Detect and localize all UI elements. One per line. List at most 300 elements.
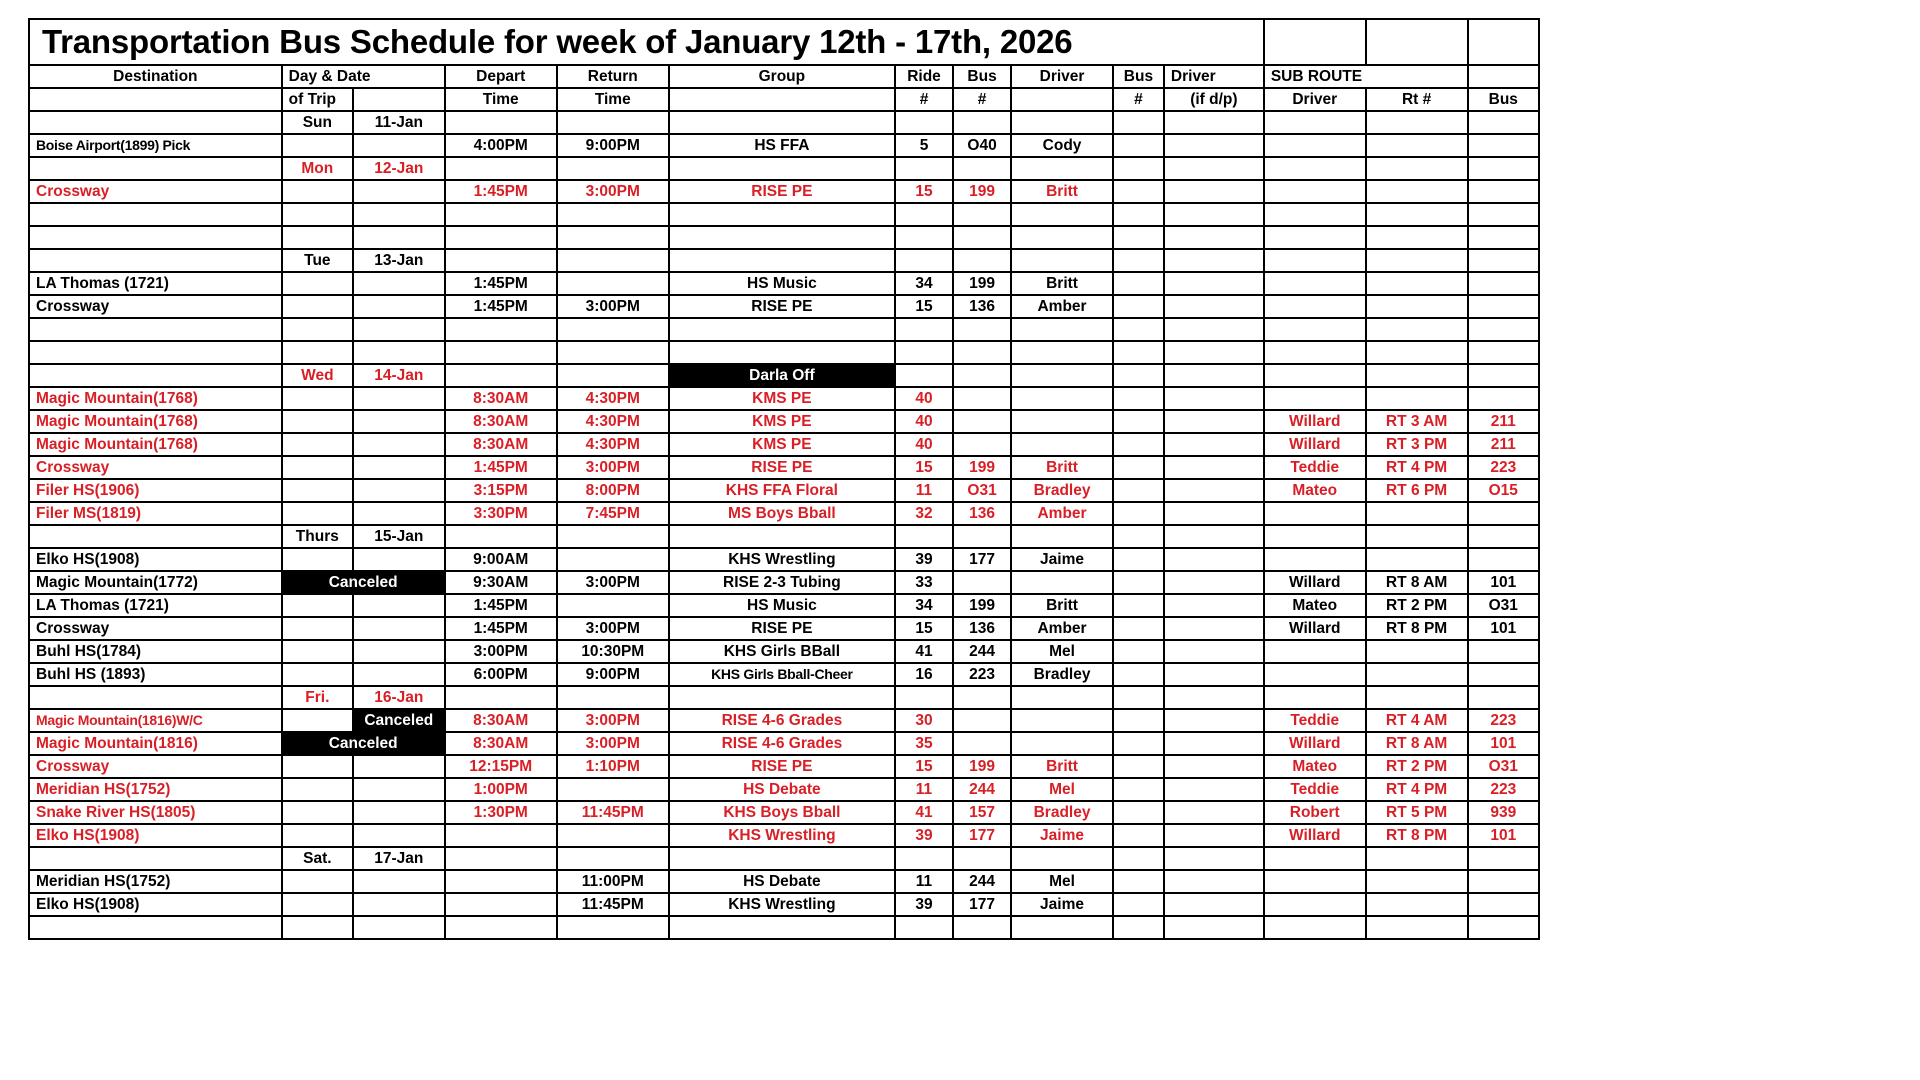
- cell-depart: 8:30AM: [445, 709, 557, 732]
- cell-driver-2: [1164, 456, 1264, 479]
- cell-sub-rt: [1366, 916, 1468, 939]
- cell-bus-2: [1113, 893, 1164, 916]
- table-row: [29, 778, 1539, 801]
- header-bus-2: Bus: [1113, 65, 1164, 88]
- table-row: [29, 709, 1539, 732]
- cell-sub-rt: [1366, 157, 1468, 180]
- cell-depart: 1:30PM: [445, 801, 557, 824]
- cell-depart: 1:00PM: [445, 778, 557, 801]
- cell-sub-rt: RT 5 PM: [1366, 801, 1468, 824]
- cell-depart: [445, 249, 557, 272]
- cell-date: [353, 801, 445, 824]
- cell-day: [282, 916, 353, 939]
- table-row: [29, 870, 1539, 893]
- cell-return: 3:00PM: [557, 456, 669, 479]
- cell-sub-driver: Teddie: [1264, 709, 1366, 732]
- cell-sub-rt: RT 2 PM: [1366, 755, 1468, 778]
- cell-sub-driver: [1264, 663, 1366, 686]
- cell-sub-driver: [1264, 180, 1366, 203]
- cell-destination: [29, 341, 282, 364]
- status-badge-canceled: Canceled: [282, 732, 445, 755]
- cell-bus-2: [1113, 847, 1164, 870]
- cell-return: [557, 341, 669, 364]
- cell-depart: [445, 203, 557, 226]
- cell-bus-2: [1113, 732, 1164, 755]
- cell-sub-rt: RT 3 AM: [1366, 410, 1468, 433]
- cell-depart: 9:00AM: [445, 548, 557, 571]
- cell-driver-2: [1164, 272, 1264, 295]
- cell-sub-bus: [1468, 916, 1539, 939]
- header-day-date: Day & Date: [282, 65, 445, 88]
- cell-sub-rt: RT 8 PM: [1366, 617, 1468, 640]
- cell-ride: 40: [895, 387, 953, 410]
- cell-sub-driver: [1264, 686, 1366, 709]
- cell-bus: 199: [953, 755, 1011, 778]
- cell-bus-2: [1113, 318, 1164, 341]
- cell-driver: Britt: [1011, 272, 1113, 295]
- cell-sub-driver: [1264, 341, 1366, 364]
- cell-depart: 6:00PM: [445, 663, 557, 686]
- cell-destination: Buhl HS (1893): [29, 663, 282, 686]
- cell-return: [557, 686, 669, 709]
- cell-group: KHS FFA Floral: [669, 479, 895, 502]
- table-row: [29, 594, 1539, 617]
- table-row-blank: [29, 341, 1539, 364]
- cell-group: [669, 847, 895, 870]
- cell-sub-driver: Mateo: [1264, 755, 1366, 778]
- title-row: [29, 19, 1539, 65]
- cell-sub-rt: [1366, 341, 1468, 364]
- cell-bus-2: [1113, 824, 1164, 847]
- cell-return: 3:00PM: [557, 617, 669, 640]
- cell-depart: [445, 157, 557, 180]
- cell-bus-2: [1113, 709, 1164, 732]
- cell-bus-2: [1113, 755, 1164, 778]
- cell-sub-driver: [1264, 916, 1366, 939]
- cell-date: [353, 594, 445, 617]
- cell-bus: [953, 364, 1011, 387]
- cell-destination: Crossway: [29, 180, 282, 203]
- cell-bus: [953, 157, 1011, 180]
- cell-day: [282, 870, 353, 893]
- cell-date: [353, 433, 445, 456]
- cell-destination: LA Thomas (1721): [29, 594, 282, 617]
- cell-sub-driver: Mateo: [1264, 479, 1366, 502]
- cell-day: [282, 479, 353, 502]
- cell-bus-2: [1113, 456, 1164, 479]
- header-driver-2-dp: (if d/p): [1164, 88, 1264, 111]
- cell-destination: Magic Mountain(1768): [29, 433, 282, 456]
- cell-ride: 11: [895, 870, 953, 893]
- cell-destination: Snake River HS(1805): [29, 801, 282, 824]
- cell-depart: [445, 364, 557, 387]
- cell-group: KMS PE: [669, 433, 895, 456]
- cell-sub-bus: 223: [1468, 709, 1539, 732]
- cell-bus-2: [1113, 249, 1164, 272]
- cell-bus: 244: [953, 640, 1011, 663]
- cell-bus-2: [1113, 870, 1164, 893]
- header-row-1: [29, 65, 1539, 88]
- cell-return: 10:30PM: [557, 640, 669, 663]
- cell-sub-rt: RT 8 AM: [1366, 571, 1468, 594]
- cell-day: Mon: [282, 157, 353, 180]
- cell-destination: Boise Airport(1899) Pick: [29, 134, 282, 157]
- cell-day: [282, 893, 353, 916]
- header-return: Return: [557, 65, 669, 88]
- cell-bus: [953, 410, 1011, 433]
- cell-destination: Magic Mountain(1816): [29, 732, 282, 755]
- cell-return: [557, 249, 669, 272]
- cell-sub-driver: [1264, 870, 1366, 893]
- cell-day: [282, 801, 353, 824]
- cell-sub-bus: [1468, 226, 1539, 249]
- cell-date: [353, 663, 445, 686]
- cell-sub-bus: [1468, 640, 1539, 663]
- cell-group: RISE 4-6 Grades: [669, 709, 895, 732]
- cell-sub-driver: [1264, 893, 1366, 916]
- cell-date: [353, 134, 445, 157]
- cell-date: 16-Jan: [353, 686, 445, 709]
- cell-bus-2: [1113, 134, 1164, 157]
- cell-depart: 1:45PM: [445, 594, 557, 617]
- cell-date: 17-Jan: [353, 847, 445, 870]
- cell-sub-bus: [1468, 272, 1539, 295]
- header-date-sub: [353, 88, 445, 111]
- cell-destination: [29, 364, 282, 387]
- cell-bus: 177: [953, 548, 1011, 571]
- cell-sub-driver: Willard: [1264, 617, 1366, 640]
- cell-depart: 1:45PM: [445, 180, 557, 203]
- cell-sub-bus: [1468, 180, 1539, 203]
- cell-ride: 39: [895, 893, 953, 916]
- cell-group: [669, 111, 895, 134]
- cell-ride: 40: [895, 433, 953, 456]
- cell-return: 3:00PM: [557, 571, 669, 594]
- cell-driver-2: [1164, 870, 1264, 893]
- cell-bus-2: [1113, 157, 1164, 180]
- cell-ride: 32: [895, 502, 953, 525]
- cell-return: [557, 594, 669, 617]
- cell-day: [282, 180, 353, 203]
- cell-date: [353, 755, 445, 778]
- cell-day: [282, 387, 353, 410]
- cell-group: KHS Wrestling: [669, 824, 895, 847]
- cell-bus-2: [1113, 502, 1164, 525]
- cell-sub-bus: [1468, 318, 1539, 341]
- cell-sub-rt: [1366, 640, 1468, 663]
- cell-driver-2: [1164, 341, 1264, 364]
- cell-driver: Amber: [1011, 295, 1113, 318]
- header-driver: Driver: [1011, 65, 1113, 88]
- cell-sub-rt: [1366, 502, 1468, 525]
- table-row-day-header: [29, 847, 1539, 870]
- cell-return: 9:00PM: [557, 663, 669, 686]
- cell-day: [282, 663, 353, 686]
- cell-driver-2: [1164, 364, 1264, 387]
- cell-sub-rt: [1366, 226, 1468, 249]
- cell-driver: [1011, 847, 1113, 870]
- cell-driver-2: [1164, 617, 1264, 640]
- cell-bus-2: [1113, 433, 1164, 456]
- cell-day: Sat.: [282, 847, 353, 870]
- header-destination: Destination: [29, 65, 282, 88]
- cell-driver-2: [1164, 180, 1264, 203]
- cell-sub-driver: Willard: [1264, 410, 1366, 433]
- cell-date: [353, 617, 445, 640]
- cell-ride: [895, 525, 953, 548]
- cell-group: MS Boys Bball: [669, 502, 895, 525]
- cell-date: [353, 824, 445, 847]
- cell-destination: Magic Mountain(1768): [29, 387, 282, 410]
- cell-day: [282, 410, 353, 433]
- cell-ride: [895, 341, 953, 364]
- cell-ride: 15: [895, 456, 953, 479]
- cell-return: 3:00PM: [557, 732, 669, 755]
- cell-driver: [1011, 249, 1113, 272]
- cell-driver: Bradley: [1011, 663, 1113, 686]
- cell-return: [557, 847, 669, 870]
- cell-sub-rt: [1366, 249, 1468, 272]
- table-row: [29, 824, 1539, 847]
- cell-sub-bus: [1468, 870, 1539, 893]
- cell-ride: 11: [895, 479, 953, 502]
- cell-group: RISE PE: [669, 755, 895, 778]
- cell-depart: [445, 893, 557, 916]
- header-sub-bus: Bus: [1468, 88, 1539, 111]
- cell-depart: 1:45PM: [445, 617, 557, 640]
- cell-date: [353, 295, 445, 318]
- cell-driver: [1011, 157, 1113, 180]
- cell-ride: 5: [895, 134, 953, 157]
- table-row-day-header: [29, 249, 1539, 272]
- table-row: [29, 755, 1539, 778]
- header-ride-hash: #: [895, 88, 953, 111]
- cell-sub-driver: [1264, 111, 1366, 134]
- cell-driver: [1011, 709, 1113, 732]
- cell-return: 9:00PM: [557, 134, 669, 157]
- table-row-blank: [29, 203, 1539, 226]
- cell-destination: Filer HS(1906): [29, 479, 282, 502]
- cell-day: [282, 824, 353, 847]
- cell-bus-2: [1113, 594, 1164, 617]
- cell-date: [353, 203, 445, 226]
- cell-sub-bus: [1468, 502, 1539, 525]
- cell-group: [669, 318, 895, 341]
- cell-bus-2: [1113, 916, 1164, 939]
- cell-day: [282, 203, 353, 226]
- cell-driver: Amber: [1011, 502, 1113, 525]
- cell-group: [669, 525, 895, 548]
- cell-group: HS Music: [669, 272, 895, 295]
- cell-depart: 9:30AM: [445, 571, 557, 594]
- cell-date: [353, 778, 445, 801]
- cell-ride: [895, 226, 953, 249]
- cell-day: Thurs: [282, 525, 353, 548]
- header-ride: Ride: [895, 65, 953, 88]
- cell-driver: Britt: [1011, 180, 1113, 203]
- cell-ride: 41: [895, 640, 953, 663]
- cell-sub-bus: 101: [1468, 732, 1539, 755]
- table-row-day-header: [29, 364, 1539, 387]
- cell-sub-rt: [1366, 364, 1468, 387]
- table-row-day-header: [29, 157, 1539, 180]
- table-row: [29, 456, 1539, 479]
- cell-bus: [953, 686, 1011, 709]
- cell-bus: 136: [953, 502, 1011, 525]
- cell-depart: 8:30AM: [445, 433, 557, 456]
- cell-sub-bus: O15: [1468, 479, 1539, 502]
- header-return-time: Time: [557, 88, 669, 111]
- cell-sub-rt: RT 4 AM: [1366, 709, 1468, 732]
- cell-sub-bus: [1468, 249, 1539, 272]
- table-row: [29, 801, 1539, 824]
- cell-destination: Crossway: [29, 295, 282, 318]
- cell-day: [282, 640, 353, 663]
- cell-return: [557, 157, 669, 180]
- cell-sub-driver: [1264, 272, 1366, 295]
- cell-sub-driver: Mateo: [1264, 594, 1366, 617]
- cell-date: [353, 180, 445, 203]
- cell-return: 4:30PM: [557, 433, 669, 456]
- cell-destination: Meridian HS(1752): [29, 778, 282, 801]
- cell-driver-2: [1164, 226, 1264, 249]
- cell-bus: [953, 387, 1011, 410]
- note-band: Darla Off: [669, 364, 895, 387]
- table-row: [29, 548, 1539, 571]
- cell-ride: [895, 686, 953, 709]
- header-group: Group: [669, 65, 895, 88]
- table-row: [29, 502, 1539, 525]
- cell-driver-2: [1164, 594, 1264, 617]
- cell-bus: [953, 916, 1011, 939]
- cell-date: [353, 272, 445, 295]
- cell-driver: [1011, 916, 1113, 939]
- cell-destination: Crossway: [29, 617, 282, 640]
- header-driver-2: Driver: [1164, 65, 1264, 88]
- cell-date: [353, 893, 445, 916]
- title-pad-3: [1468, 19, 1539, 65]
- cell-depart: 1:45PM: [445, 456, 557, 479]
- table-row: [29, 663, 1539, 686]
- cell-depart: 8:30AM: [445, 387, 557, 410]
- cell-day: Wed: [282, 364, 353, 387]
- cell-group: KHS Wrestling: [669, 893, 895, 916]
- cell-ride: 39: [895, 548, 953, 571]
- cell-bus-2: [1113, 111, 1164, 134]
- cell-sub-driver: [1264, 364, 1366, 387]
- cell-group: RISE PE: [669, 617, 895, 640]
- table-row: [29, 732, 1539, 755]
- cell-sub-bus: [1468, 525, 1539, 548]
- cell-sub-rt: [1366, 893, 1468, 916]
- cell-bus: O40: [953, 134, 1011, 157]
- cell-sub-driver: Willard: [1264, 571, 1366, 594]
- cell-bus-2: [1113, 640, 1164, 663]
- cell-sub-driver: [1264, 226, 1366, 249]
- header-destination-sub: [29, 88, 282, 111]
- cell-sub-bus: [1468, 203, 1539, 226]
- cell-group: HS Music: [669, 594, 895, 617]
- cell-driver: [1011, 433, 1113, 456]
- cell-day: Fri.: [282, 686, 353, 709]
- table-row: [29, 272, 1539, 295]
- cell-ride: 15: [895, 180, 953, 203]
- cell-bus-2: [1113, 341, 1164, 364]
- cell-return: [557, 824, 669, 847]
- cell-return: 11:45PM: [557, 801, 669, 824]
- cell-depart: 12:15PM: [445, 755, 557, 778]
- cell-sub-bus: O31: [1468, 755, 1539, 778]
- cell-destination: Buhl HS(1784): [29, 640, 282, 663]
- cell-group: RISE 4-6 Grades: [669, 732, 895, 755]
- cell-sub-driver: Willard: [1264, 433, 1366, 456]
- cell-bus-2: [1113, 548, 1164, 571]
- cell-driver: Mel: [1011, 870, 1113, 893]
- cell-day: [282, 755, 353, 778]
- cell-ride: 30: [895, 709, 953, 732]
- cell-bus: [953, 571, 1011, 594]
- cell-day: Sun: [282, 111, 353, 134]
- cell-date: 15-Jan: [353, 525, 445, 548]
- cell-destination: Elko HS(1908): [29, 893, 282, 916]
- header-sub-route-pad: [1468, 65, 1539, 88]
- cell-bus: [953, 226, 1011, 249]
- cell-date: [353, 548, 445, 571]
- cell-bus: [953, 525, 1011, 548]
- cell-ride: 16: [895, 663, 953, 686]
- cell-destination: Meridian HS(1752): [29, 870, 282, 893]
- cell-sub-bus: 211: [1468, 410, 1539, 433]
- cell-sub-bus: [1468, 157, 1539, 180]
- cell-bus-2: [1113, 686, 1164, 709]
- title-pad-1: [1264, 19, 1366, 65]
- table-row: [29, 180, 1539, 203]
- cell-driver: [1011, 364, 1113, 387]
- cell-driver: Jaime: [1011, 548, 1113, 571]
- cell-ride: [895, 318, 953, 341]
- cell-bus: O31: [953, 479, 1011, 502]
- cell-sub-bus: 223: [1468, 456, 1539, 479]
- cell-sub-bus: [1468, 663, 1539, 686]
- cell-depart: 8:30AM: [445, 410, 557, 433]
- cell-ride: 35: [895, 732, 953, 755]
- header-bus-2-hash: #: [1113, 88, 1164, 111]
- cell-sub-rt: [1366, 663, 1468, 686]
- table-row: [29, 479, 1539, 502]
- cell-bus: 199: [953, 180, 1011, 203]
- cell-bus: [953, 111, 1011, 134]
- cell-day: [282, 617, 353, 640]
- page-title: Transportation Bus Schedule for week of January 12th - 17th, 2026: [29, 19, 1264, 65]
- table-row: [29, 134, 1539, 157]
- cell-return: 8:00PM: [557, 479, 669, 502]
- cell-destination: Magic Mountain(1768): [29, 410, 282, 433]
- cell-ride: [895, 847, 953, 870]
- cell-depart: 3:30PM: [445, 502, 557, 525]
- cell-depart: [445, 111, 557, 134]
- cell-group: KHS Wrestling: [669, 548, 895, 571]
- cell-driver: Bradley: [1011, 801, 1113, 824]
- cell-return: [557, 364, 669, 387]
- cell-driver: [1011, 341, 1113, 364]
- cell-driver: Amber: [1011, 617, 1113, 640]
- cell-return: [557, 226, 669, 249]
- cell-sub-bus: [1468, 295, 1539, 318]
- cell-sub-rt: RT 6 PM: [1366, 479, 1468, 502]
- cell-bus: 177: [953, 824, 1011, 847]
- cell-return: [557, 916, 669, 939]
- cell-driver: [1011, 571, 1113, 594]
